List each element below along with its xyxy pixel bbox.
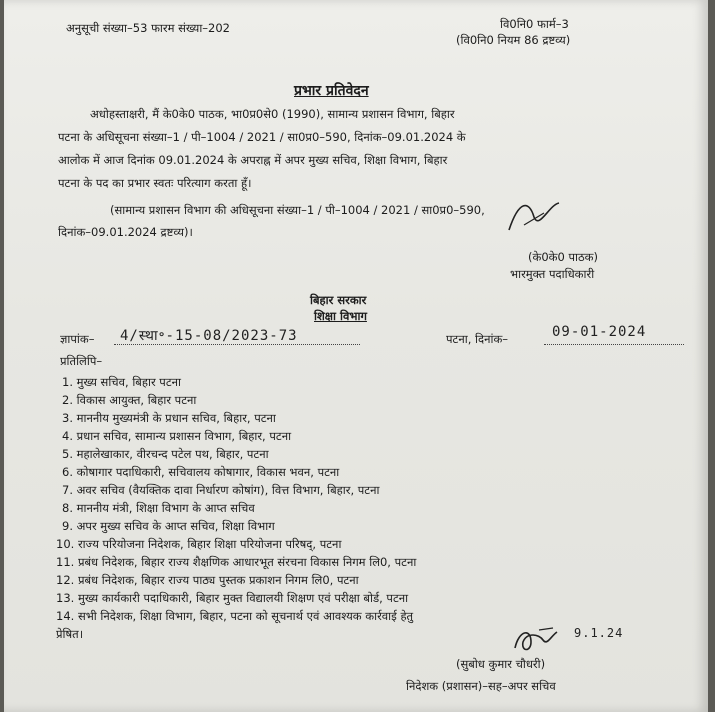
copy-list-item: 11. प्रबंध निदेशक, बिहार राज्य शैक्षणिक आधारभूत संरचना विकास निगम लि0, पटना (56, 555, 417, 569)
memo-date: 09-01-2024 (552, 324, 647, 340)
form-number: वि0नि0 फार्म–3 (500, 17, 569, 31)
rule-reference: (वि0नि0 नियम 86 द्रष्टव्य) (456, 33, 571, 47)
copy-list-item: 6. कोषागार पदाधिकारी, सचिवालय कोषागार, विकास भवन, पटना (62, 465, 340, 479)
copy-list-item: 2. विकास आयुक्त, बिहार पटना (62, 393, 197, 407)
copy-list-item: 1. मुख्य सचिव, बिहार पटना (62, 375, 181, 389)
memo-number: 4/स्था॰-15-08/2023-73 (120, 328, 298, 344)
government-name: बिहार सरकार (310, 293, 367, 307)
signatory-designation: भारमुक्त पदाधिकारी (510, 267, 595, 281)
copy-list-item: 8. माननीय मंत्री, शिक्षा विभाग के आप्त सचिव (62, 501, 255, 515)
department-name: शिक्षा विभाग (314, 309, 367, 323)
body-line: पटना के पद का प्रभार स्वतः परित्याग करता हूँ। (58, 176, 252, 190)
signatory-name: (सुबोध कुमार चौधरी) (456, 657, 546, 671)
schedule-number: अनुसूची संख्या–53 फारम संख्या–202 (66, 21, 230, 35)
copy-list-item: 5. महालेखाकार, वीरचन्द पटेल पथ, बिहार, पटना (62, 447, 269, 461)
signatory-name: (के0के0 पाठक) (528, 250, 598, 264)
document-page (4, 0, 708, 712)
copy-list-item: 4. प्रधान सचिव, सामान्य प्रशासन विभाग, बिहार, पटना (62, 429, 292, 443)
body-line: अधोहस्ताक्षरी, मैं के0के0 पाठक, भा0प्र0से0 (1990), सामान्य प्रशासन विभाग, बिहार (90, 107, 455, 121)
copy-list-item: 7. अवर सचिव (वैयक्तिक दावा निर्धारण कोषांग), वित्त विभाग, बिहार, पटना (62, 483, 380, 497)
signature-mark (504, 195, 564, 235)
document-title: प्रभार प्रतिवेदन (294, 83, 369, 99)
body-line: आलोक में आज दिनांक 09.01.2024 के अपराह्न में अपर मुख्य सचिव, शिक्षा विभाग, बिहार (58, 153, 448, 167)
memo-date-line (544, 344, 684, 345)
handwritten-signature (509, 622, 579, 658)
copy-list-item: 14. सभी निदेशक, शिक्षा विभाग, बिहार, पटना को सूचनार्थ एवं आवश्यक कार्रवाई हेतु (56, 609, 414, 623)
memo-number-line (114, 344, 360, 345)
signatory-designation: निदेशक (प्रशासन)–सह–अपर सचिव (406, 679, 556, 693)
memo-label: ज्ञापांक– (60, 332, 95, 346)
copy-list-item: 3. माननीय मुख्यमंत्री के प्रधान सचिव, बिहार, पटना (62, 411, 276, 425)
signature-date: 9.1.24 (574, 626, 624, 640)
date-label: पटना, दिनांक– (446, 332, 509, 346)
copy-list-item: 9. अपर मुख्य सचिव के आप्त सचिव, शिक्षा विभाग (62, 519, 275, 533)
copy-heading: प्रतिलिपि– (60, 354, 103, 368)
copy-list-item: 10. राज्य परियोजना निदेशक, बिहार शिक्षा परियोजना परिषद्, पटना (56, 537, 342, 551)
copy-list-item: 12. प्रबंध निदेशक, बिहार राज्य पाठ्य पुस्तक प्रकाशन निगम लि0, पटना (56, 573, 359, 587)
copy-list-item: 13. मुख्य कार्यकारी पदाधिकारी, बिहार मुक्त विद्यालयी शिक्षण एवं परीक्षा बोर्ड, पटना (56, 591, 409, 605)
reference-line: दिनांक–09.01.2024 द्रष्टव्य)। (58, 225, 193, 239)
reference-line: (सामान्य प्रशासन विभाग की अधिसूचना संख्या–1 / पी–1004 / 2021 / सा0प्र0–590, (110, 203, 485, 217)
body-line: पटना के अधिसूचना संख्या–1 / पी–1004 / 2021 / सा0प्र0–590, दिनांक–09.01.2024 के (58, 130, 466, 144)
copy-list-tail: प्रेषित। (56, 627, 84, 641)
